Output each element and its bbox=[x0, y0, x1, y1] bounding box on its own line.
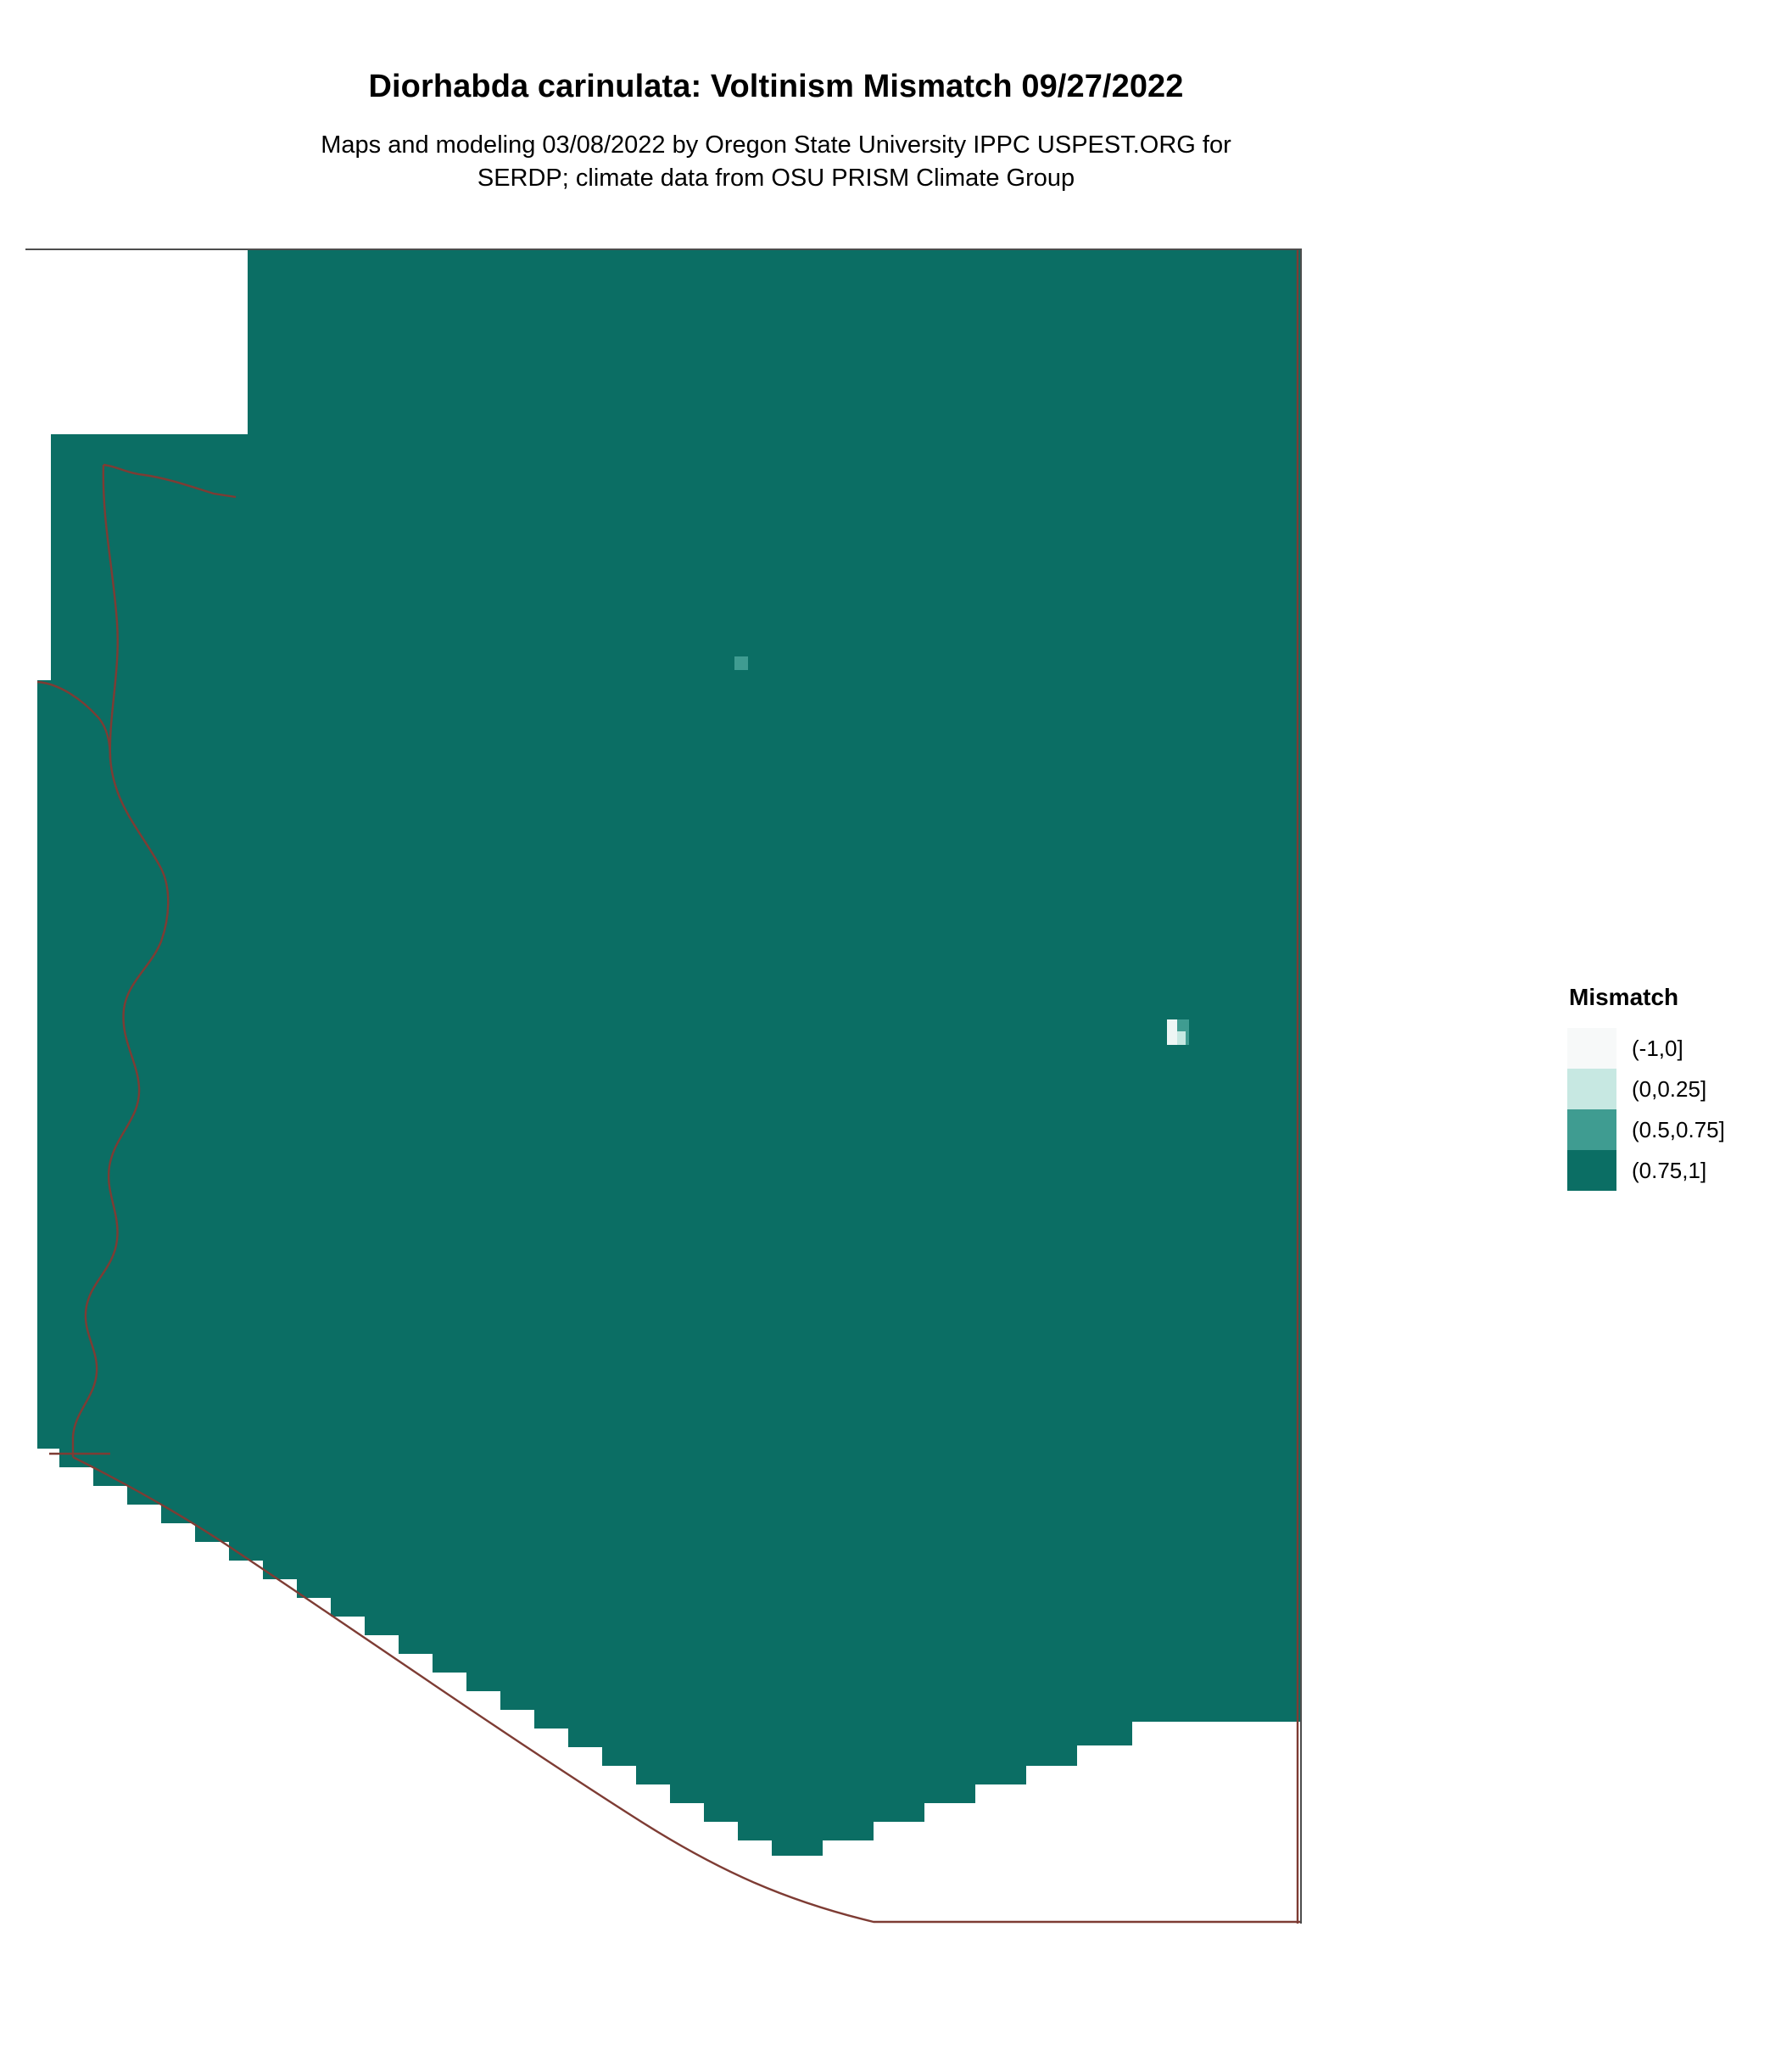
legend-swatch-icon bbox=[1567, 1150, 1616, 1191]
legend-title: Mismatch bbox=[1569, 984, 1679, 1010]
legend-item bbox=[1567, 1150, 1762, 1191]
raster-west-edge-white bbox=[25, 249, 37, 1449]
legend-swatch-icon bbox=[1567, 1028, 1616, 1069]
legend-swatch-icon bbox=[1567, 1069, 1616, 1109]
arizona-raster-fill bbox=[25, 249, 1302, 1856]
legend-swatch-icon bbox=[1567, 1109, 1616, 1150]
raster-layer bbox=[25, 249, 1302, 1856]
page-subtitle bbox=[216, 129, 1336, 195]
page-subtitle-line-1: Maps and modeling 03/08/2022 by Oregon State University IPPC USPEST.ORG for bbox=[321, 131, 1231, 159]
central-highland-cell bbox=[734, 656, 748, 670]
eastern-cell-light bbox=[1167, 1019, 1177, 1045]
raster-notch-topleft bbox=[25, 249, 248, 434]
legend-item bbox=[1567, 1109, 1762, 1150]
eastern-cell-pale bbox=[1177, 1031, 1186, 1045]
arizona-map-svg bbox=[25, 239, 1540, 2008]
page-subtitle-line-2: SERDP; climate data from OSU PRISM Climate Group bbox=[477, 164, 1075, 192]
legend-item-label: (0.5,0.75] bbox=[1632, 1116, 1725, 1142]
legend-item-label: (0,0.25] bbox=[1632, 1075, 1707, 1102]
legend bbox=[1567, 984, 1762, 1191]
map-panel bbox=[25, 239, 1540, 2008]
legend-item-label: (0.75,1] bbox=[1632, 1157, 1707, 1183]
legend-item bbox=[1567, 1028, 1762, 1069]
legend-item bbox=[1567, 1069, 1762, 1109]
legend-item-label: (-1,0] bbox=[1632, 1035, 1683, 1061]
page-title: Diorhabda carinulata: Voltinism Mismatch 09/27/2022 bbox=[368, 69, 1184, 104]
title-block bbox=[0, 68, 1552, 195]
